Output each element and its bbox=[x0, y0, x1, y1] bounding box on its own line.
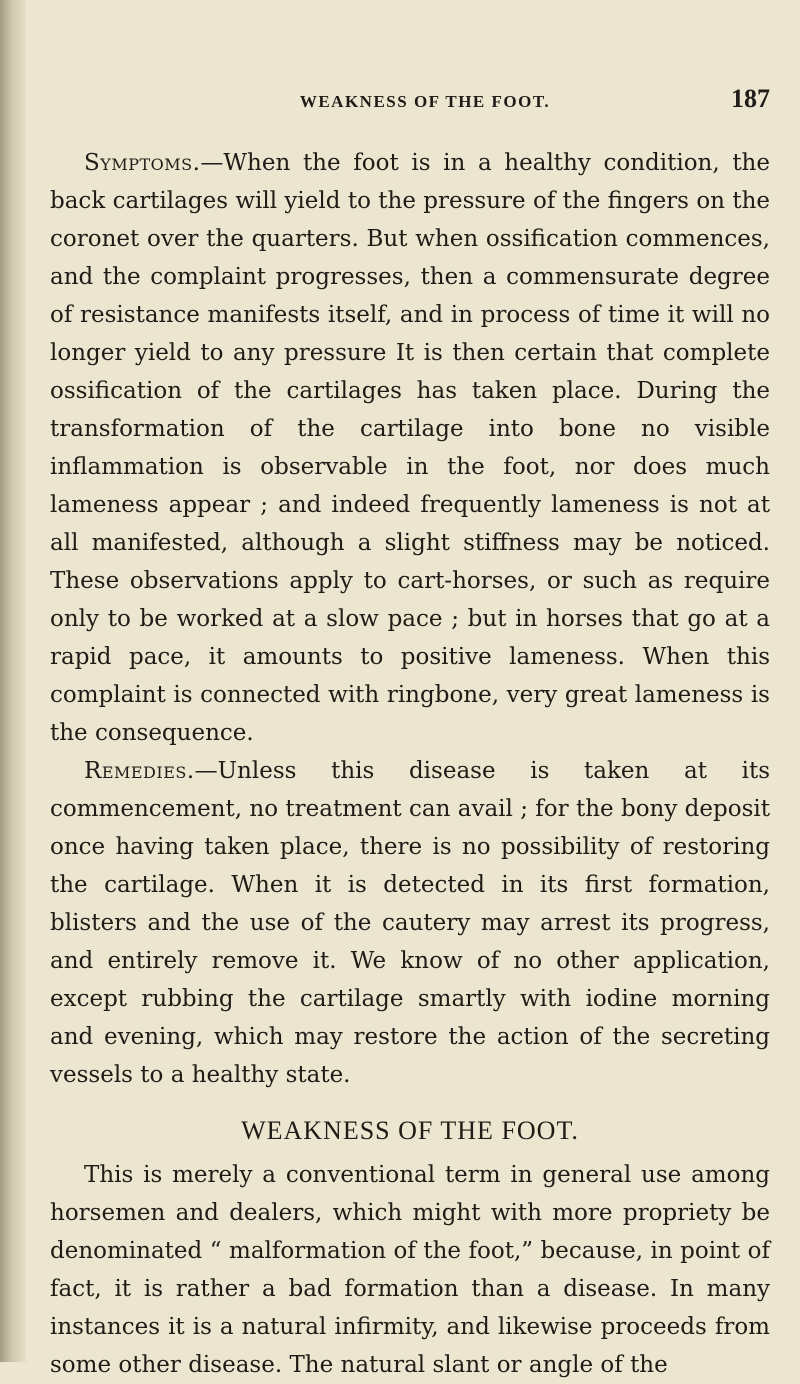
remedies-lead: Remedies. bbox=[84, 758, 195, 784]
page-header bbox=[50, 84, 770, 124]
symptoms-paragraph bbox=[50, 144, 770, 752]
page-number: 187 bbox=[731, 84, 770, 113]
book-gutter bbox=[0, 0, 26, 1362]
section-paragraph: This is merely a conventional term in general use among horsemen and dealers, which might with more propriety be denominated “ malformation of the foot,” because, in point of fact, it is rather a bad formation than a disease. In many instances it is a natural infirmity, and likewise proceeds from some other disease. The natural slant or angle of the bbox=[50, 1162, 770, 1378]
symptoms-text: —When the foot is in a healthy condition, the back cartilages will yield to the pressure of the fingers on the coronet over the quarters. But when ossification commences, and the complaint progresses, then a commensurate degree of resistance manifests itself, and in process of time it will no longer yield to any pressure It is then certain that complete ossification of the cartilages has taken place. During the transformation of the cartilage into bone no visible inflammation is observable in the foot, nor does much lameness appear ; and indeed frequently lameness is not at all manifested, although a slight stiffness may be noticed. These observations apply to cart-horses, or such as require only to be worked at a slow pace ; but in horses that go at a rapid pace, it amounts to positive lameness. When this complaint is connected with ringbone, very great lameness is the consequence. bbox=[50, 150, 770, 746]
page bbox=[50, 84, 770, 1384]
section-heading: WEAKNESS OF THE FOOT. bbox=[241, 1116, 579, 1145]
symptoms-lead: Symptoms. bbox=[84, 150, 201, 176]
running-head: WEAKNESS OF THE FOOT. bbox=[299, 92, 551, 111]
remedies-paragraph bbox=[50, 752, 770, 1094]
remedies-text: —Unless this disease is taken at its commencement, no treatment can avail ; for the bony deposit once having taken place, there is no possibility of restoring the cartilage. When it is detected in its first formation, blisters and the use of the cautery may arrest its progress, and entirely remove it. We know of no other application, except rubbing the cartilage smartly with iodine morning and evening, which may restore the action of the secreting vessels to a healthy state. bbox=[50, 758, 770, 1088]
